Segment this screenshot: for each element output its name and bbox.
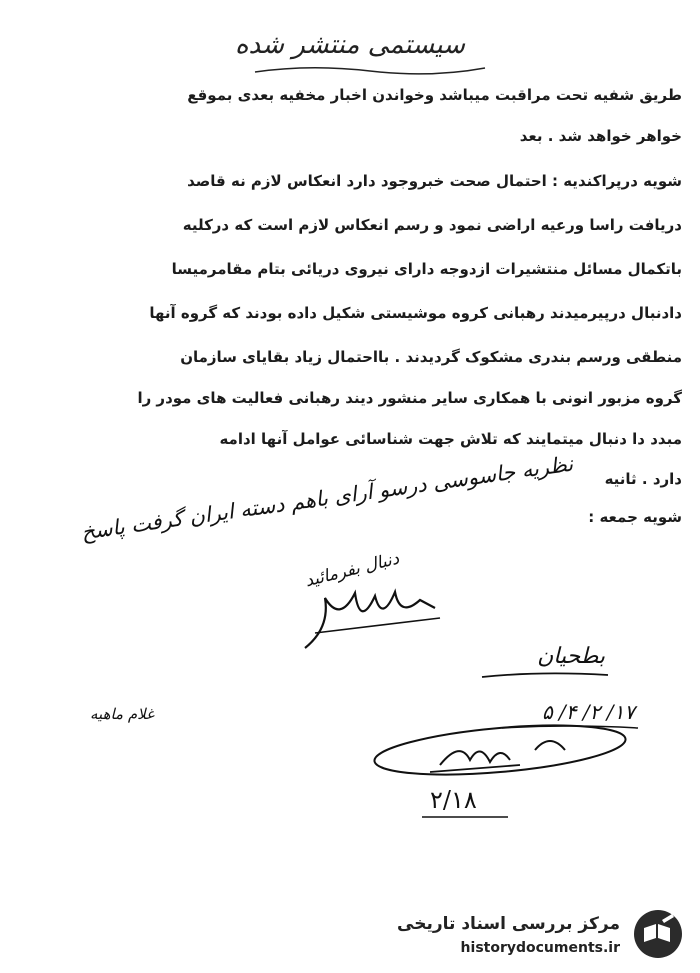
archive-watermark (397, 900, 690, 965)
name-underline-stroke (480, 665, 610, 685)
number-underline-stroke (420, 812, 510, 822)
handwritten-bottom-number: ۲/۱۸ (430, 786, 477, 814)
typed-line-3: شویه درپراکندیه : احتمال صحت خبروجود دارد انعکاس لازم نه قاصد (187, 172, 682, 190)
typed-line-5: باتکمال مسائل منتشیرات ازدوجه دارای نیروی دریائی بتام مقامرمیسا (171, 260, 682, 278)
typed-line-2: خواهر خواهد شد . بعد (519, 127, 682, 145)
signature-scribble-2 (370, 710, 630, 790)
typed-line-7: منطقی ورسم بندری مشکوک گردیدند . بااحتمال زیاد بقایای سازمان (180, 348, 682, 366)
archive-name: مرکز بررسی اسناد تاریخی (397, 914, 620, 934)
typed-line-10: دارد . ثانیه (604, 470, 682, 488)
book-pen-icon (632, 908, 684, 960)
typed-line-1: طریق شفیه تحت مراقبت میباشد وخواندن اخبار مخفیه بعدی بموقع (187, 86, 682, 104)
handwritten-note-line-2: دنبال بفرمائید (302, 548, 401, 592)
handwritten-name: بطحیان (537, 644, 605, 669)
handwritten-heading: سیستمی منتشر شده (234, 30, 466, 60)
handwritten-note-line-1: نظریه جاسوسی درسو آرای باهم دسته ایران گرفت پاسخ (79, 451, 575, 545)
typed-line-4: دریافت راسا ورعیه اراضی نمود و رسم انعکاس لازم است که درکلیه (182, 216, 682, 234)
handwritten-date: ۱۷/ ۲/ ۴/ ۵ (541, 700, 635, 724)
handwritten-left-note: غلام ماهیه (90, 705, 154, 723)
archive-url: historydocuments.ir (460, 940, 620, 956)
signature-scribble-1 (300, 578, 450, 658)
heading-underline-stroke (250, 62, 490, 82)
typed-line-8: گروه مزبور انونی با همکاری سایر منشور دیند رهبانی فعالیت های مودر را (137, 389, 682, 407)
typed-line-9: مبدد دا دنبال میتمایند که تلاش جهت شناسائی عوامل آنها ادامه (219, 430, 682, 448)
typed-line-6: دادنبال درپیرمیدند رهبانی کروه موشیستی شکیل داده بودند که گروه آنها (149, 304, 682, 322)
typed-line-11: شویه جمعه : (588, 508, 682, 526)
